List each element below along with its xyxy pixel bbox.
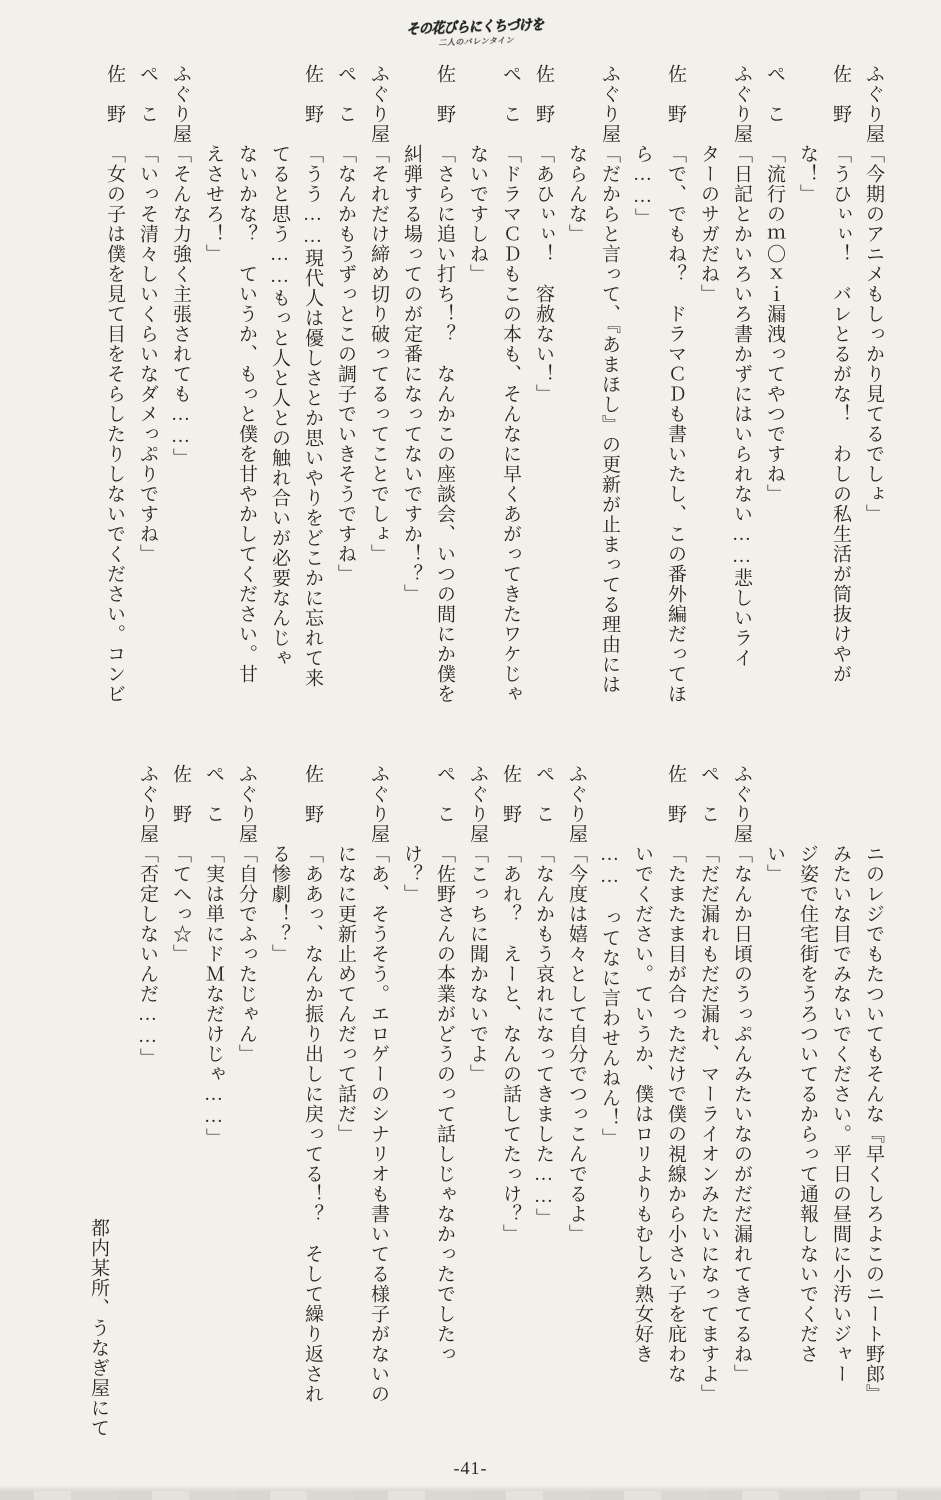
dialogue-text: みたいな目でみないでください。平日の昼間に小汚いジャー <box>830 844 851 1384</box>
dialogue-text: 「実は単にドＭなだけじゃ……」 <box>203 844 224 1148</box>
dialogue-line-start <box>501 764 520 1438</box>
dialogue-line-start <box>666 764 685 1438</box>
speaker-name: ぺ こ <box>533 764 554 824</box>
dialogue-line-continuation <box>864 764 883 1438</box>
dialogue-text: ら……」 <box>632 144 653 228</box>
dialogue-text: 「流行のｍ〇ｘｉ漏洩ってやつですね」 <box>764 144 785 504</box>
speaker-name: 佐 野 <box>302 764 323 824</box>
dialogue-line-start <box>105 64 124 736</box>
dialogue-text: 「で、でもね？ ドラマＣＤも書いたし、この番外編だってほ <box>665 144 686 704</box>
dialogue-text: 「さらに追い打ち！？ なんかこの座談会、いつの間にか僕を <box>434 144 455 704</box>
speaker-name: ぺ こ <box>203 764 224 824</box>
speaker-name: ぺ こ <box>764 64 785 124</box>
dialogue-text: ならんな」 <box>566 144 587 244</box>
speaker-name: ふぐり屋 <box>137 764 158 844</box>
dialogue-line-start <box>204 764 223 1438</box>
dialogue-text: 「こっちに聞かないでよ」 <box>467 844 488 1084</box>
page-number: -41- <box>453 1458 488 1478</box>
dialogue-text: てると思う……もっと人と人との触れ合いが必要なんじゃ <box>269 144 290 668</box>
dialogue-line-continuation <box>699 64 718 736</box>
scan-edge-artifact <box>0 1491 941 1500</box>
dialogue-line-continuation <box>633 764 652 1438</box>
dialogue-text: 「なんかもうずっとこの調子でいきそうですね」 <box>335 144 356 584</box>
dialogue-text: 「あれ？ えーと、なんの話してたっけ？」 <box>500 844 521 1244</box>
speaker-name: 佐 野 <box>665 64 686 124</box>
dialogue-text: 「ああっ、なんか振り出しに戻ってる！？ そして繰り返され <box>302 844 323 1404</box>
speaker-name: 佐 野 <box>104 64 125 124</box>
dialogue-line-continuation <box>765 764 784 1438</box>
dialogue-line-continuation <box>798 64 817 736</box>
dialogue-line-continuation <box>237 64 256 736</box>
dialogue-text: る惨劇！？」 <box>269 844 290 964</box>
speaker-name: 佐 野 <box>302 64 323 124</box>
dialogue-text: いでください。ていうか、僕はロリよりもむしろ熟女好き <box>632 844 653 1364</box>
logo-subtitle: 二人のバレンタイン <box>437 35 516 48</box>
dialogue-line-continuation <box>600 764 619 1438</box>
dialogue-line-continuation <box>567 64 586 736</box>
dialogue-line-start <box>765 64 784 736</box>
script-block-top <box>59 64 883 736</box>
dialogue-text: …… ってなに言わせんねん！」 <box>599 844 620 1148</box>
dialogue-line-continuation <box>402 64 421 736</box>
dialogue-text: ニのレジでもたついてもそんな『早くしろよこのニート野郎』 <box>863 844 884 1404</box>
dialogue-line-continuation <box>633 64 652 736</box>
dialogue-line-continuation <box>468 64 487 736</box>
note-text: 都内某所、うなぎ屋にて <box>88 1218 109 1438</box>
speaker-name: ふぐり屋 <box>599 64 620 144</box>
series-logo <box>407 14 545 50</box>
dialogue-text: 糾弾する場ってのが定番になってないですか！？」 <box>401 144 422 604</box>
dialogue-line-start <box>864 64 883 736</box>
dialogue-text: 「日記とかいろいろ書かずにはいられない……悲しいライ <box>731 144 752 668</box>
speaker-name: ふぐり屋 <box>236 764 257 844</box>
dialogue-line-start <box>138 764 157 1438</box>
dialogue-line-start <box>534 764 553 1438</box>
dialogue-text: ないかな？ ていうか、もっと僕を甘やかしてください。甘 <box>236 144 257 684</box>
dialogue-line-start <box>699 764 718 1438</box>
dialogue-line-start <box>501 64 520 736</box>
speaker-name: ぺ こ <box>335 64 356 124</box>
dialogue-line-continuation <box>831 764 850 1438</box>
dialogue-line-start <box>303 764 322 1438</box>
speaker-name: ふぐり屋 <box>368 64 389 144</box>
dialogue-text: 「いっそ清々しいくらいなダメっぷりですね」 <box>137 144 158 564</box>
dialogue-text: ジ姿で住宅街をうろついてるからって通報しないでくださ <box>797 844 818 1364</box>
dialogue-line-start <box>369 64 388 736</box>
speaker-name: ふぐり屋 <box>731 764 752 844</box>
dialogue-line-continuation <box>270 64 289 736</box>
dialogue-text: 「女の子は僕を見て目をそらしたりしないでください。コンビ <box>104 144 125 704</box>
dialogue-line-start <box>336 64 355 736</box>
dialogue-line-start <box>171 64 190 736</box>
dialogue-text: 「あ、そうそう。エロゲーのシナリオも書いてる様子がないの <box>368 844 389 1404</box>
dialogue-line-start <box>435 764 454 1438</box>
dialogue-text: 「なんか日頃のうっぷんみたいなのがだだ漏れてきてるね」 <box>731 844 752 1384</box>
dialogue-text: な！」 <box>797 144 818 204</box>
dialogue-text: 「だからと言って、『あまほし』の更新が止まってる理由には <box>599 144 620 695</box>
dialogue-text: 「あひぃぃ！ 容赦ない！」 <box>533 144 554 404</box>
dialogue-text: 「今度は嬉々として自分でつっこんでるよ」 <box>566 844 587 1244</box>
dialogue-text: ないですしね」 <box>467 144 488 284</box>
dialogue-line-continuation <box>270 764 289 1438</box>
logo-title: その花びらにくちづけを <box>405 15 546 38</box>
speaker-name: 佐 野 <box>434 64 455 124</box>
speaker-name: ふぐり屋 <box>731 64 752 144</box>
dialogue-line-start <box>666 64 685 736</box>
dialogue-text: い」 <box>764 844 785 884</box>
speaker-name: 佐 野 <box>170 764 191 824</box>
dialogue-line-start <box>732 764 751 1438</box>
dialogue-text: 「ドラマＣＤもこの本も、そんなに早くあがってきたワケじゃ <box>500 144 521 704</box>
speaker-name: ふぐり屋 <box>863 64 884 144</box>
dialogue-line-start <box>369 764 388 1438</box>
dialogue-line-continuation <box>204 64 223 736</box>
dialogue-text: になに更新止めてんだって話だ」 <box>335 844 356 1144</box>
dialogue-line-start <box>567 764 586 1438</box>
speaker-name: ふぐり屋 <box>368 764 389 844</box>
speaker-name: ぺ こ <box>434 764 455 824</box>
dialogue-line-start <box>534 64 553 736</box>
speaker-name: ふぐり屋 <box>566 764 587 844</box>
dialogue-text: 「だだ漏れもだだ漏れ、マーライオンみたいになってますよ」 <box>698 844 719 1404</box>
dialogue-text: 「否定しないんだ……」 <box>137 844 158 1068</box>
dialogue-text: 「そんな力強く主張されても……」 <box>170 144 191 468</box>
speaker-name: ぺ こ <box>137 64 158 124</box>
dialogue-text: 「自分でふったじゃん」 <box>236 844 257 1064</box>
dialogue-line-start <box>732 64 751 736</box>
speaker-name: 佐 野 <box>500 764 521 824</box>
dialogue-line-start <box>171 764 190 1438</box>
dialogue-line-continuation <box>402 764 421 1438</box>
dialogue-line-start <box>435 64 454 736</box>
speaker-name: 佐 野 <box>533 64 554 124</box>
speaker-name: 佐 野 <box>830 64 851 124</box>
dialogue-text: 「それだけ締め切り破ってるってことでしょ」 <box>368 144 389 564</box>
location-note <box>89 764 108 1438</box>
speaker-name: ぺ こ <box>500 64 521 124</box>
dialogue-line-continuation <box>798 764 817 1438</box>
dialogue-line-continuation <box>336 764 355 1438</box>
dialogue-text: 「てへっ☆」 <box>170 844 191 964</box>
speaker-name: 佐 野 <box>665 764 686 824</box>
dialogue-text: 「うひぃぃ！ バレとるがな！ わしの私生活が筒抜けやが <box>830 144 851 684</box>
dialogue-text: えさせろ！」 <box>203 144 224 264</box>
dialogue-text: 「なんかもう哀れになってきました……」 <box>533 844 554 1228</box>
dialogue-text: 「今期のアニメもしっかり見てるでしょ」 <box>863 144 884 524</box>
dialogue-text: け？」 <box>401 844 422 904</box>
dialogue-text: ターのサガだね」 <box>698 144 719 304</box>
dialogue-text: 「うう……現代人は優しさとか思いやりをどこかに忘れて来 <box>302 144 323 688</box>
dialogue-line-start <box>237 764 256 1438</box>
dialogue-line-start <box>831 64 850 736</box>
speaker-name: ふぐり屋 <box>170 64 191 144</box>
speaker-name: ぺ こ <box>698 764 719 824</box>
dialogue-line-start <box>303 64 322 736</box>
script-block-bottom <box>59 764 883 1438</box>
dialogue-text: 「佐野さんの本業がどうのって話しじゃなかったでしたっ <box>434 844 455 1364</box>
dialogue-text: 「たまたま目が合っただけで僕の視線から小さい子を庇わな <box>665 844 686 1384</box>
dialogue-line-start <box>138 64 157 736</box>
dialogue-line-start <box>600 64 619 736</box>
speaker-name: ふぐり屋 <box>467 764 488 844</box>
dialogue-line-start <box>468 764 487 1438</box>
